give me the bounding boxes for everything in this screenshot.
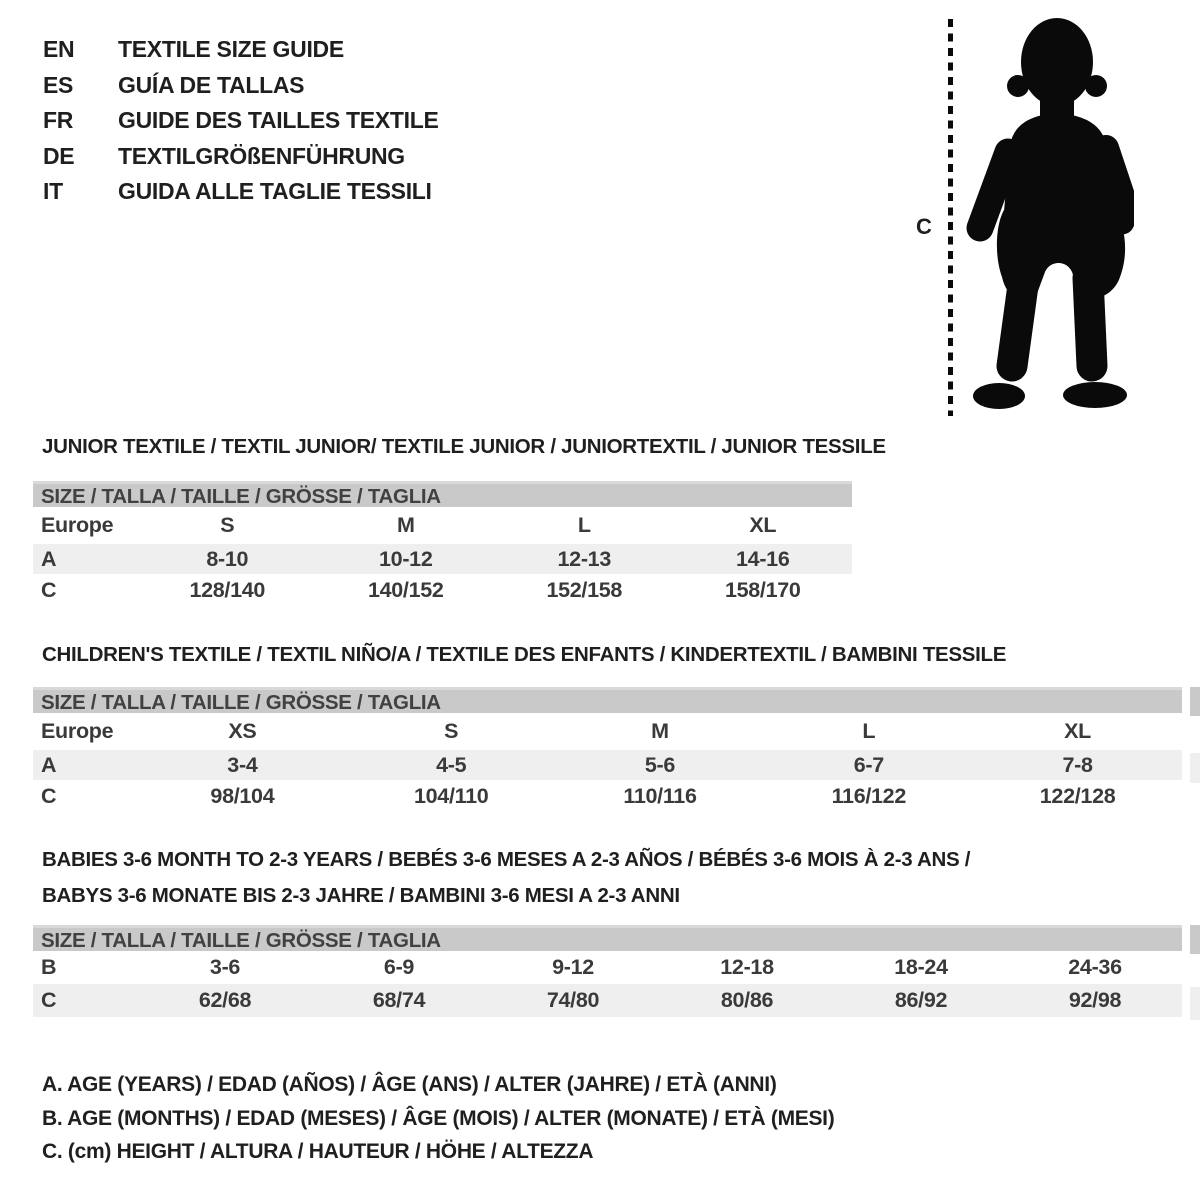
junior-size-table	[33, 481, 852, 607]
row-label: Europe	[41, 513, 114, 537]
row-label: C	[41, 988, 57, 1012]
size-cell: S	[444, 719, 459, 743]
table-row-height	[33, 984, 1182, 1017]
table-row-europe	[33, 507, 852, 544]
value-cell: 3-4	[227, 752, 258, 777]
value-cell: 74/80	[546, 988, 600, 1012]
size-cell: M	[651, 719, 669, 743]
value-cell: 158/170	[724, 578, 801, 602]
cropped-stripe-sliver	[1190, 987, 1200, 1020]
table-header-bar: SIZE / TALLA / TAILLE / GRÖSSE / TAGLIA	[33, 925, 1182, 951]
guide-title: GUIDE DES TAILLES TEXTILE	[118, 107, 439, 134]
cropped-stripe-sliver	[1190, 753, 1200, 783]
babies-size-table	[33, 925, 1182, 1017]
value-cell: 12-18	[720, 955, 774, 979]
table-row-months	[33, 951, 1182, 984]
table-row-height	[33, 780, 1182, 813]
guide-title: GUÍA DE TALLAS	[118, 71, 305, 98]
value-cell: 3-6	[209, 955, 241, 979]
table-header-bar: SIZE / TALLA / TAILLE / GRÖSSE / TAGLIA	[33, 687, 1182, 713]
value-cell: 80/86	[720, 988, 774, 1012]
value-cell: 24-36	[1068, 955, 1122, 979]
children-size-table	[33, 687, 1182, 813]
language-row	[43, 32, 439, 68]
height-measure-line	[945, 16, 956, 418]
value-cell: 116/122	[831, 784, 906, 808]
height-measure-label: C	[916, 214, 932, 239]
value-cell: 128/140	[189, 578, 266, 602]
table-row-height	[33, 574, 852, 607]
legend-line-age-months: B. AGE (MONTHS) / EDAD (MESES) / ÂGE (MOIS) / ALTER (MONATE) / ETÀ (MESI)	[42, 1106, 835, 1130]
size-cell: L	[577, 513, 591, 537]
section-title-babies	[42, 842, 970, 914]
measure-legend	[42, 1068, 834, 1169]
guide-title: TEXTILGRÖßENFÜHRUNG	[118, 142, 405, 169]
table-row-age	[33, 750, 1182, 780]
value-cell: 7-8	[1062, 752, 1093, 777]
size-cell: L	[862, 719, 876, 743]
guide-title: TEXTILE SIZE GUIDE	[118, 36, 344, 62]
language-row	[43, 68, 439, 104]
table-row-age	[33, 544, 852, 574]
section-title-line1: BABIES 3-6 MONTH TO 2-3 YEARS / BEBÉS 3-6 MESES A 2-3 AÑOS / BÉBÉS 3-6 MOIS À 2-3 ANS /	[42, 848, 971, 871]
value-cell: 104/110	[413, 784, 489, 808]
value-cell: 18-24	[894, 955, 948, 979]
section-title-junior: JUNIOR TEXTILE / TEXTIL JUNIOR/ TEXTILE JUNIOR / JUNIORTEXTIL / JUNIOR TESSILE	[42, 435, 886, 458]
row-label: C	[41, 578, 57, 602]
value-cell: 152/158	[546, 578, 623, 602]
table-header-bar: SIZE / TALLA / TAILLE / GRÖSSE / TAGLIA	[33, 481, 852, 507]
value-cell: 122/128	[1039, 784, 1116, 808]
section-title-line2: BABYS 3-6 MONATE BIS 2-3 JAHRE / BAMBINI 3-6 MESI A 2-3 ANNI	[42, 884, 680, 907]
value-cell: 86/92	[894, 988, 948, 1012]
language-title-list	[43, 32, 439, 210]
language-code: ES	[43, 71, 74, 98]
language-row	[43, 103, 439, 139]
language-code: IT	[43, 178, 63, 205]
value-cell: 12-13	[557, 546, 611, 571]
toddler-silhouette-icon	[966, 14, 1134, 418]
row-label: A	[41, 546, 57, 571]
value-cell: 6-9	[383, 955, 415, 979]
legend-line-age-years: A. AGE (YEARS) / EDAD (AÑOS) / ÂGE (ANS) / ALTER (JAHRE) / ETÀ (ANNI)	[42, 1073, 777, 1096]
value-cell: 68/74	[372, 988, 426, 1012]
language-code: EN	[43, 36, 75, 62]
value-cell: 4-5	[436, 752, 467, 777]
value-cell: 140/152	[367, 578, 444, 602]
language-code: DE	[43, 142, 75, 169]
size-cell: XL	[749, 513, 777, 537]
row-label: A	[41, 752, 57, 777]
cropped-bar-sliver	[1190, 687, 1200, 716]
value-cell: 6-7	[853, 752, 884, 777]
value-cell: 14-16	[736, 546, 790, 571]
legend-line-height-cm: C. (cm) HEIGHT / ALTURA / HAUTEUR / HÖHE / ALTEZZA	[42, 1140, 594, 1163]
value-cell: 5-6	[644, 752, 676, 777]
language-row	[43, 139, 439, 175]
size-cell: XL	[1064, 719, 1092, 743]
value-cell: 98/104	[210, 784, 275, 808]
value-cell: 10-12	[379, 546, 433, 571]
value-cell: 9-12	[552, 955, 594, 979]
row-label: C	[41, 784, 57, 808]
value-cell: 92/98	[1068, 988, 1122, 1012]
value-cell: 110/116	[623, 784, 697, 808]
section-title-children: CHILDREN'S TEXTILE / TEXTIL NIÑO/A / TEXTILE DES ENFANTS / KINDERTEXTIL / BAMBINI TESSILE	[42, 643, 1007, 666]
size-cell: M	[396, 513, 415, 537]
language-code: FR	[43, 107, 74, 134]
row-label: Europe	[41, 719, 114, 743]
language-row	[43, 174, 439, 210]
value-cell: 8-10	[206, 546, 249, 571]
cropped-bar-sliver	[1190, 925, 1200, 954]
row-label: B	[41, 955, 57, 979]
value-cell: 62/68	[198, 988, 252, 1012]
table-row-europe	[33, 713, 1182, 750]
size-cell: S	[220, 513, 235, 537]
guide-title: GUIDA ALLE TAGLIE TESSILI	[118, 178, 432, 205]
size-cell: XS	[228, 719, 257, 743]
